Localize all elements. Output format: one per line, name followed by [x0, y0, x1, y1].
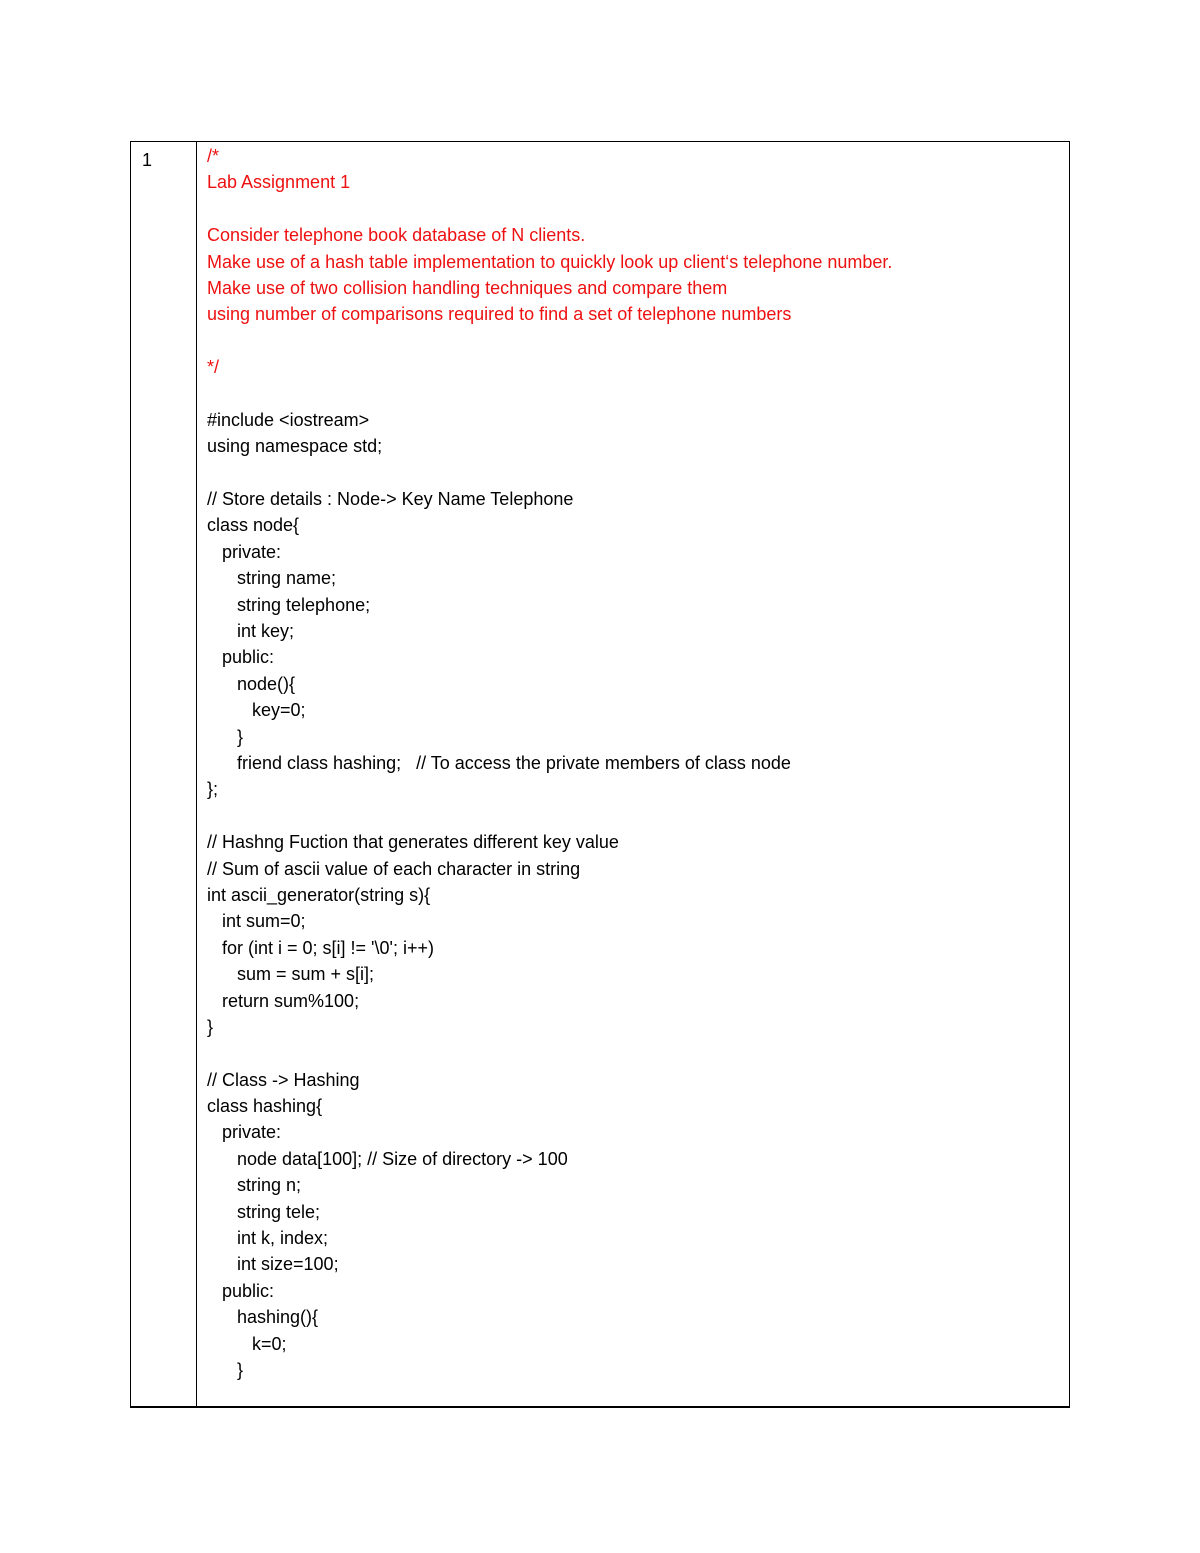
code-line: [207, 803, 1063, 829]
comment-line: Make use of two collision handling techniques and compare them: [207, 277, 728, 298]
code-line: return sum%100;: [207, 990, 360, 1011]
code-line: };: [207, 779, 219, 800]
code-line: public:: [207, 1280, 275, 1301]
code-line: hashing(){: [207, 1307, 319, 1328]
code-line: key=0;: [207, 700, 306, 721]
code-line: k=0;: [207, 1333, 287, 1354]
code-line: // Store details : Node-> Key Name Telephone: [207, 489, 574, 510]
code-line: node(){: [207, 673, 296, 694]
code-line: }: [207, 1359, 244, 1380]
code-line: #include <iostream>: [207, 409, 370, 430]
comment-line: using number of comparisons required to find a set of telephone numbers: [207, 304, 792, 325]
code-line: using namespace std;: [207, 436, 383, 457]
code-line: [207, 1040, 1063, 1066]
code-line: [207, 460, 1063, 486]
row-number-cell: 1: [142, 150, 153, 170]
comment-line: Make use of a hash table implementation to quickly look up client‘s telephone number.: [207, 251, 893, 272]
code-line: private:: [207, 541, 282, 562]
comment-line: [207, 328, 1063, 354]
code-line: // Sum of ascii value of each character in string: [207, 858, 581, 879]
code-line: node data[100]; // Size of directory -> 100: [207, 1148, 568, 1169]
code-cell: [207, 143, 1063, 1383]
code-line: class node{: [207, 515, 300, 536]
code-line: public:: [207, 647, 275, 668]
code-line: int key;: [207, 621, 295, 642]
code-line: }: [207, 726, 244, 747]
code-line: string telephone;: [207, 594, 371, 615]
comment-line: */: [207, 357, 220, 378]
comment-line: [207, 196, 1063, 222]
code-line: // Class -> Hashing: [207, 1069, 360, 1090]
code-line: for (int i = 0; s[i] != '\0'; i++): [207, 937, 434, 958]
code-line: string n;: [207, 1175, 302, 1196]
code-line: sum = sum + s[i];: [207, 964, 375, 985]
comment-line: /*: [207, 146, 220, 166]
comment-line: Consider telephone book database of N clients.: [207, 225, 586, 246]
code-line: int k, index;: [207, 1228, 329, 1249]
comment-line: Lab Assignment 1: [207, 172, 351, 193]
code-line: [207, 381, 1063, 407]
code-line: int ascii_generator(string s){: [207, 884, 431, 905]
code-line: string tele;: [207, 1201, 321, 1222]
code-line: private:: [207, 1122, 282, 1143]
code-line: class hashing{: [207, 1096, 323, 1117]
code-table: [130, 141, 1070, 1408]
column-divider: [196, 142, 197, 1406]
code-line: friend class hashing; // To access the private members of class node: [207, 752, 791, 773]
code-line: int size=100;: [207, 1254, 339, 1275]
code-line: // Hashng Fuction that generates different key value: [207, 832, 619, 853]
code-line: }: [207, 1016, 214, 1037]
code-line: string name;: [207, 568, 337, 589]
code-line: int sum=0;: [207, 911, 306, 932]
